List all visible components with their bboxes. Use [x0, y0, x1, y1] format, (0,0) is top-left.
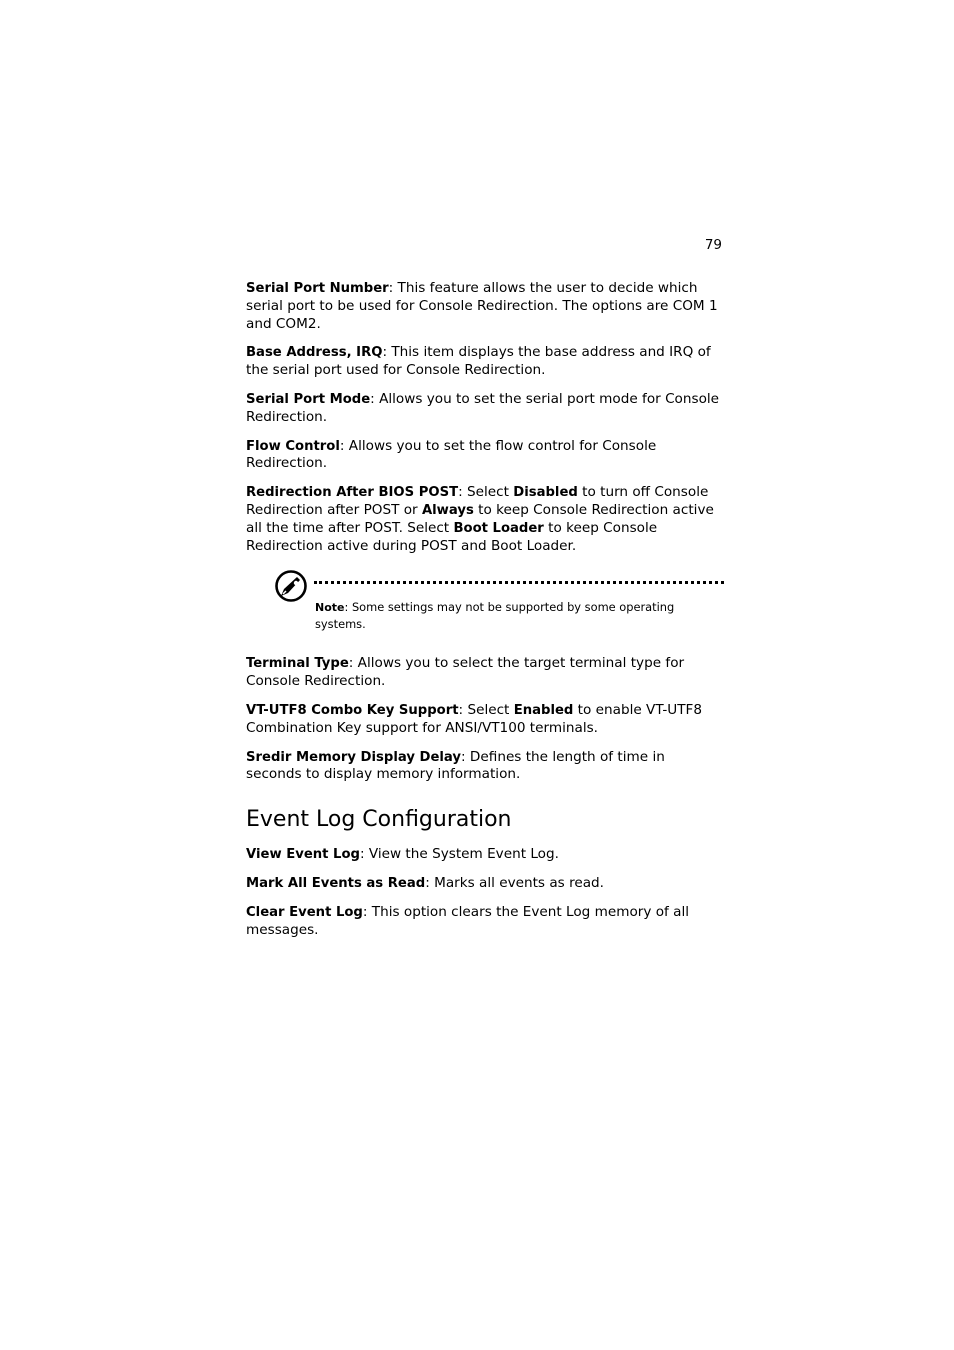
section-heading-event-log: Event Log Configuration: [246, 807, 512, 833]
flow-control-paragraph: [246, 438, 724, 474]
text-fragment: to enable VT-UTF8 Combination Key support for ANSI/VT100 terminals.: [246, 701, 703, 736]
description: : Allows you to set the serial port mode for Console Redirection.: [246, 390, 720, 425]
clear-event-log-paragraph: [246, 904, 724, 940]
note-body: : Some settings may not be supported by some operating systems.: [315, 600, 675, 632]
description: : Allows you to select the target terminal type for Console Redirection.: [246, 655, 685, 690]
note-pen-icon: [274, 569, 308, 603]
text-fragment: to turn off Console Redirection after POST or: [246, 484, 709, 518]
option-enabled: Enabled: [513, 702, 574, 718]
description: : View the System Event Log.: [359, 846, 559, 863]
term: VT-UTF8 Combo Key Support: [246, 702, 459, 718]
option-disabled: Disabled: [513, 485, 578, 501]
option-boot-loader: Boot Loader: [453, 520, 544, 536]
term: Terminal Type: [246, 656, 349, 672]
text-fragment: : Select: [458, 484, 514, 501]
view-event-log-paragraph: [246, 846, 724, 864]
serial-port-number-paragraph: [246, 280, 724, 333]
description: : Defines the length of time in seconds to display memory information.: [246, 748, 665, 783]
term: Serial Port Mode: [246, 391, 371, 407]
option-always: Always: [421, 502, 474, 518]
text-fragment: to keep Console Redirection active during POST and Boot Loader.: [246, 519, 658, 554]
base-address-irq-paragraph: [246, 344, 724, 380]
term: View Event Log: [246, 847, 360, 863]
sredir-memory-display-delay-paragraph: [246, 749, 724, 785]
term: Sredir Memory Display Delay: [246, 749, 462, 765]
note-dotted-divider: [314, 581, 724, 584]
text-fragment: to keep Console Redirection active all the time after POST. Select: [246, 501, 714, 536]
description: : Marks all events as read.: [425, 874, 605, 891]
term: Serial Port Number: [246, 281, 389, 296]
term: Mark All Events as Read: [246, 875, 426, 891]
serial-port-mode-paragraph: [246, 391, 724, 427]
term: Base Address, IRQ: [246, 345, 383, 361]
text-fragment: : Select: [458, 701, 514, 718]
description: : This feature allows the user to decide which serial port to be used for Console Redirection. The options are COM 1 and COM2.: [246, 280, 718, 332]
description: : Allows you to set the flow control for Console Redirection.: [246, 437, 657, 472]
redirection-after-bios-post-paragraph: [246, 484, 724, 555]
note-label: Note: [315, 601, 345, 615]
terminal-type-paragraph: [246, 655, 724, 691]
description: : This option clears the Event Log memory of all messages.: [246, 903, 690, 938]
description: : This item displays the base address and IRQ of the serial port used for Console Redirection.: [246, 344, 711, 379]
term: Clear Event Log: [246, 904, 363, 920]
page-content: [246, 280, 724, 950]
page-number: 79: [704, 237, 722, 253]
mark-all-events-paragraph: [246, 875, 724, 893]
term: Redirection After BIOS POST: [246, 485, 459, 501]
note-text: [315, 599, 704, 632]
note-callout: [246, 569, 724, 641]
vt-utf8-paragraph: [246, 702, 724, 738]
term: Flow Control: [246, 438, 340, 454]
